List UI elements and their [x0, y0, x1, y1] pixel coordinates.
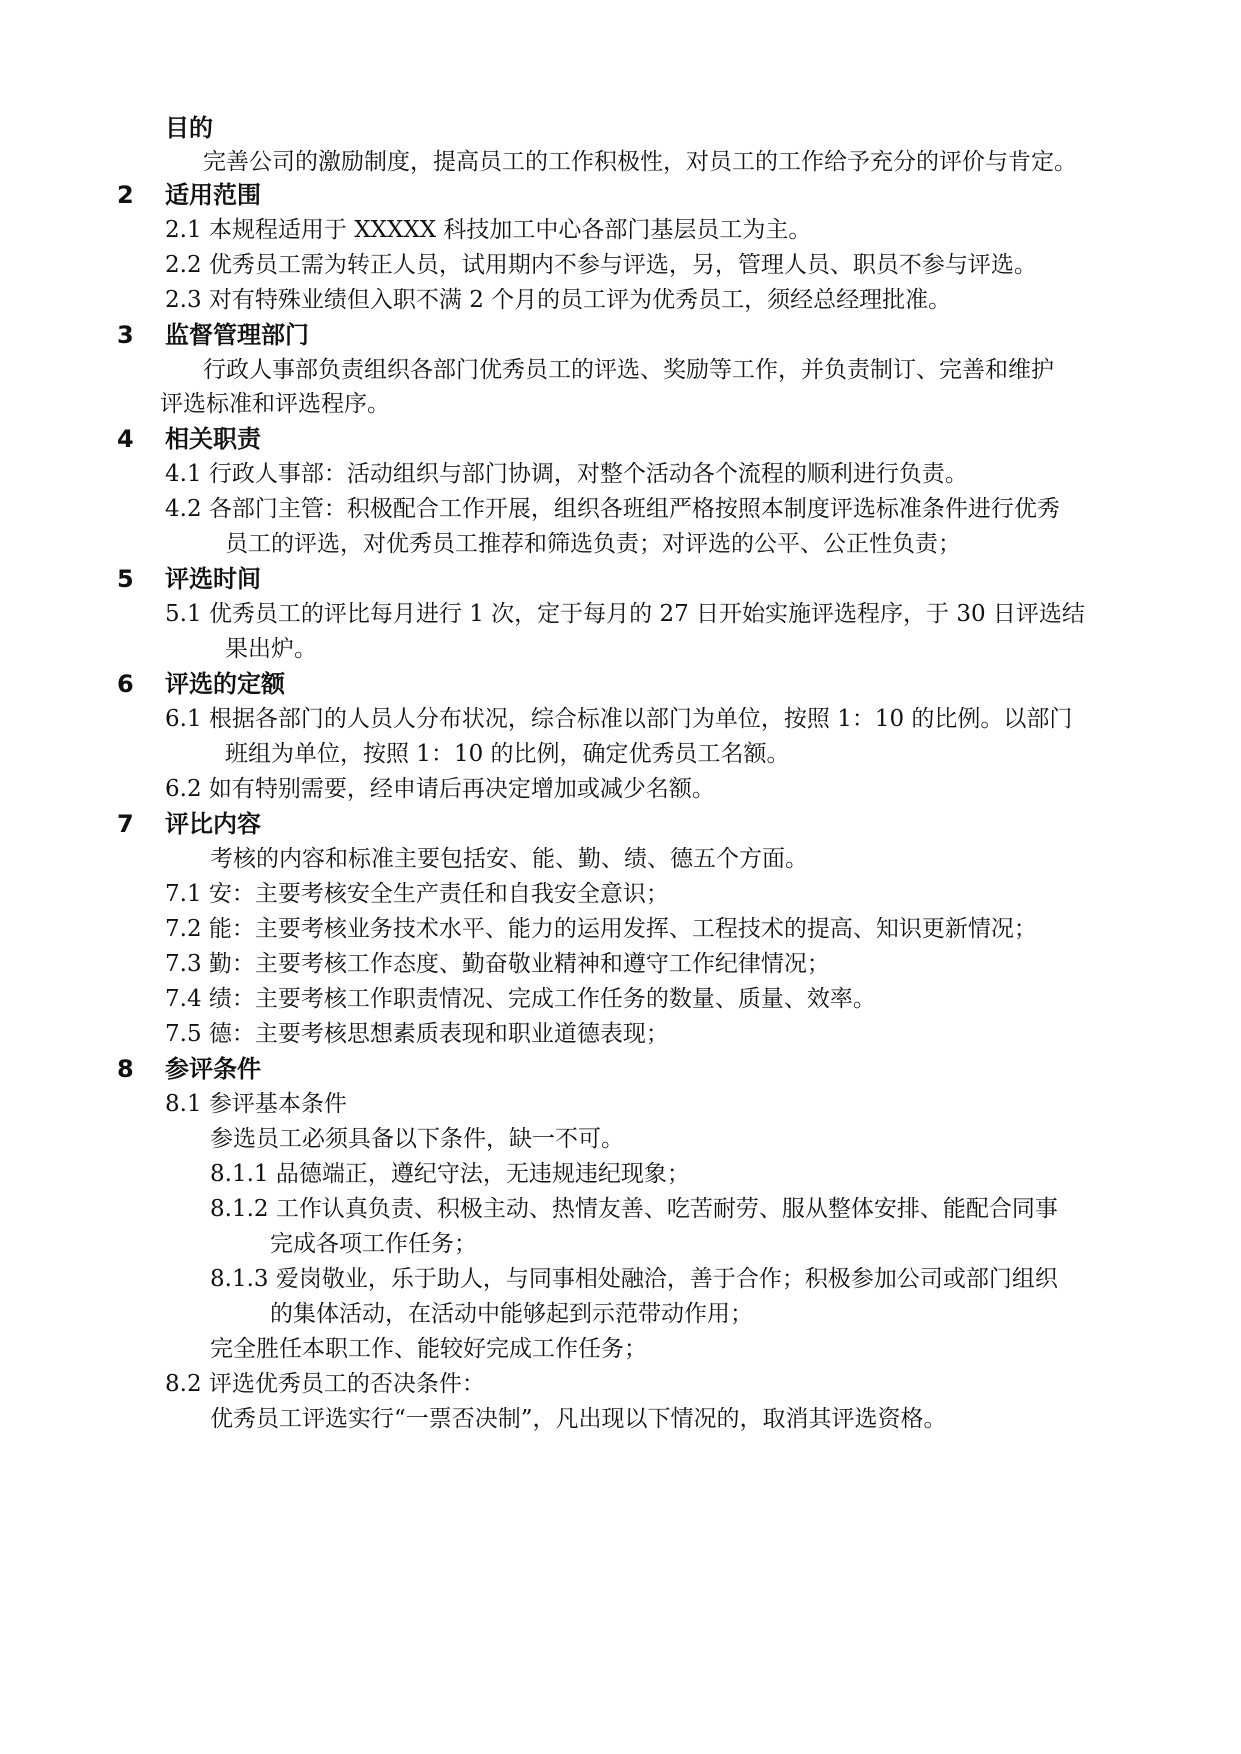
list-item: 8.1.2 工作认真负责、积极主动、热情友善、吃苦耐劳、服从整体安排、能配合同事 [210, 1196, 1058, 1222]
list-item: 2.1 本规程适用于 XXXXX 科技加工中心各部门基层员工为主。 [165, 217, 812, 243]
list-item: 7.5 德：主要考核思想素质表现和职业道德表现； [165, 1021, 669, 1047]
section-title-scope: 适用范围 [165, 181, 261, 209]
list-item: 4.1 行政人事部：活动组织与部门协调，对整个活动各个流程的顺利进行负责。 [165, 461, 968, 487]
section-title-time: 评选时间 [165, 565, 261, 593]
list-item: 果出炉。 [225, 636, 317, 662]
list-item: 2.3 对有特殊业绩但入职不满 2 个月的员工评为优秀员工，须经总经理批准。 [165, 287, 952, 313]
list-item: 班组为单位，按照 1：10 的比例，确定优秀员工名额。 [225, 741, 790, 767]
paragraph: 完善公司的激励制度，提高员工的工作积极性，对员工的工作给予充分的评价与肯定。 [203, 149, 1077, 175]
list-item: 5.1 优秀员工的评比每月进行 1 次，定于每月的 27 日开始实施评选程序，于 30 日评选结 [165, 601, 1085, 627]
section-title-supervision: 监督管理部门 [165, 321, 309, 349]
section-number: 8 [117, 1055, 134, 1083]
list-item: 8.2 评选优秀员工的否决条件： [165, 1371, 485, 1397]
list-item: 员工的评选，对优秀员工推荐和筛选负责；对评选的公平、公正性负责； [225, 531, 961, 557]
section-title-purpose: 目的 [165, 114, 213, 142]
section-number: 2 [117, 181, 134, 209]
list-item: 6.2 如有特别需要，经申请后再决定增加或减少名额。 [165, 776, 715, 802]
paragraph: 优秀员工评选实行“一票否决制”，凡出现以下情况的，取消其评选资格。 [210, 1406, 947, 1432]
section-title-criteria: 参评条件 [165, 1055, 261, 1083]
section-number: 4 [117, 425, 134, 453]
paragraph: 评选标准和评选程序。 [160, 391, 390, 417]
list-item: 7.4 绩：主要考核工作职责情况、完成工作任务的数量、质量、效率。 [165, 986, 876, 1012]
list-item: 8.1 参评基本条件 [165, 1091, 347, 1117]
section-title-quota: 评选的定额 [165, 670, 285, 698]
list-item: 7.3 勤：主要考核工作态度、勤奋敬业精神和遵守工作纪律情况； [165, 951, 830, 977]
list-item: 完成各项工作任务； [270, 1231, 477, 1257]
section-number: 3 [117, 321, 134, 349]
list-item: 的集体活动，在活动中能够起到示范带动作用； [270, 1301, 753, 1327]
list-item: 8.1.3 爱岗敬业，乐于助人，与同事相处融洽，善于合作；积极参加公司或部门组织 [210, 1266, 1058, 1292]
section-number: 7 [117, 810, 134, 838]
section-title-duties: 相关职责 [165, 425, 261, 453]
list-item: 6.1 根据各部门的人员人分布状况，综合标准以部门为单位，按照 1：10 的比例。以部门 [165, 706, 1073, 732]
list-item: 8.1.1 品德端正，遵纪守法，无违规违纪现象； [210, 1161, 690, 1187]
list-item: 7.2 能：主要考核业务技术水平、能力的运用发挥、工程技术的提高、知识更新情况； [165, 916, 1037, 942]
paragraph: 行政人事部负责组织各部门优秀员工的评选、奖励等工作，并负责制订、完善和维护 [203, 357, 1054, 383]
paragraph: 考核的内容和标准主要包括安、能、勤、绩、德五个方面。 [210, 846, 808, 872]
section-number: 5 [117, 565, 134, 593]
list-item: 7.1 安：主要考核安全生产责任和自我安全意识； [165, 881, 669, 907]
section-title-content: 评比内容 [165, 810, 261, 838]
paragraph: 参选员工必须具备以下条件，缺一不可。 [210, 1126, 624, 1152]
section-number: 6 [117, 670, 134, 698]
list-item: 2.2 优秀员工需为转正人员，试用期内不参与评选，另，管理人员、职员不参与评选。 [165, 252, 1037, 278]
list-item: 4.2 各部门主管：积极配合工作开展，组织各班组严格按照本制度评选标准条件进行优秀 [165, 496, 1060, 522]
paragraph: 完全胜任本职工作、能较好完成工作任务； [210, 1336, 647, 1362]
